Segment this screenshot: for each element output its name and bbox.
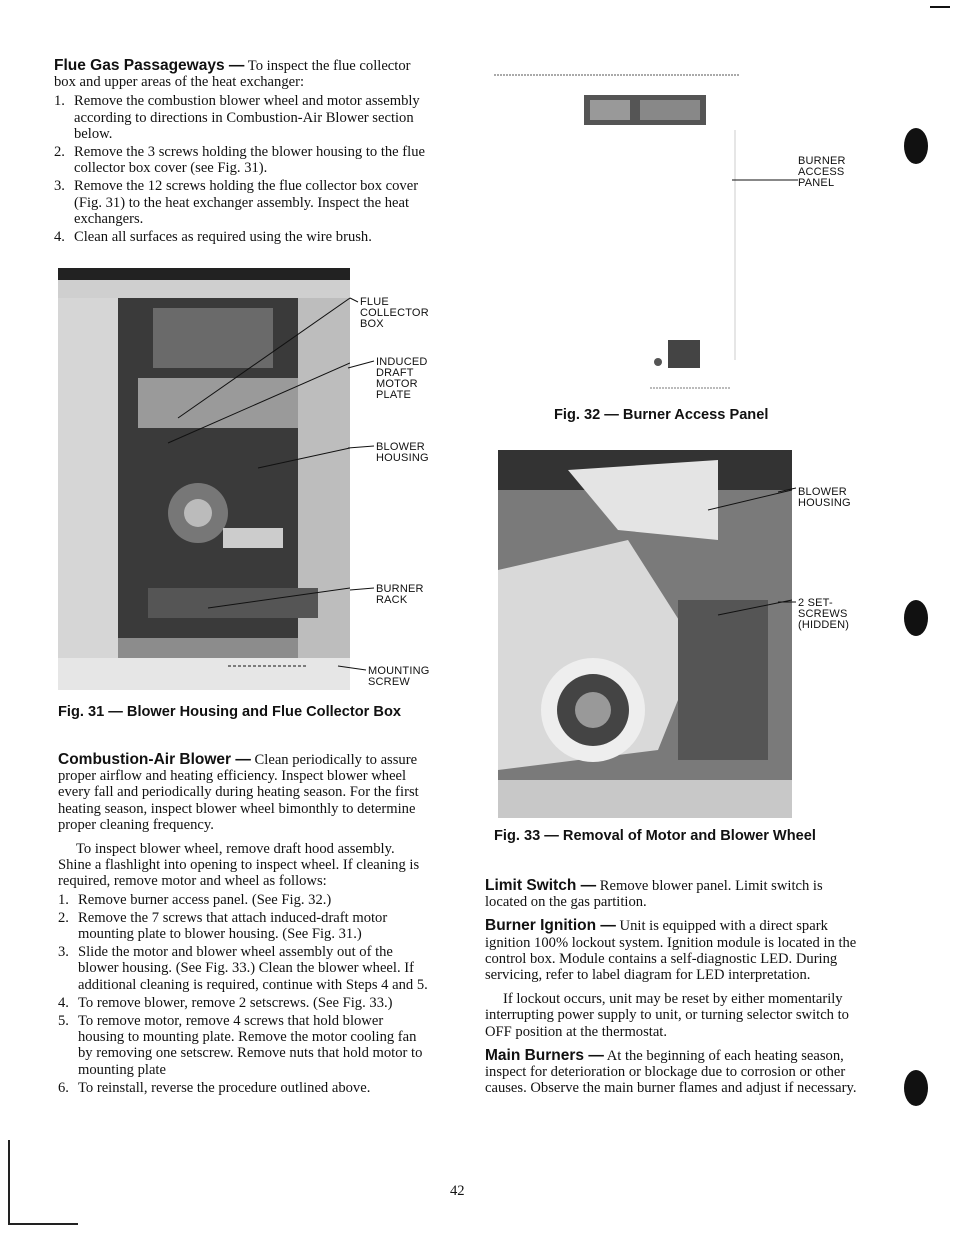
limit-switch-heading: Limit Switch — xyxy=(485,877,597,894)
corner-mark xyxy=(930,6,950,8)
limit-switch-para: Limit Switch — Remove blower panel. Limit switch is located on the gas partition. xyxy=(485,877,823,911)
flue-intro: To inspect the flue collector box and upper areas of the heat exchanger: xyxy=(54,58,411,91)
label-burner-access-panel: BURNER ACCESS PANEL xyxy=(798,155,846,189)
list-item: 2. Remove the 7 screws that attach induced-draft motor mounting plate to blower housing. (See Fig. 31.) xyxy=(58,909,388,943)
list-item: 4. Clean all surfaces as required using the wire brush. xyxy=(54,229,372,246)
fig32-figure xyxy=(490,70,850,400)
label-induced-draft-motor-plate: INDUCED DRAFT MOTOR PLATE xyxy=(376,356,428,401)
flue-heading: Flue Gas Passageways — xyxy=(54,57,245,74)
binding-hole-mark-middle xyxy=(904,600,928,636)
right-text xyxy=(485,878,857,1096)
burner-ignition-para-1: Burner Ignition — Unit is equipped with a direct spark ignition 100% lockout system. Ignition module is located in the control box. Module contains a self-diagnostic LED. During servicing, refer to label diagram for LED interpretation. xyxy=(485,917,857,984)
combustion-para-1: Combustion-Air Blower — Clean periodically to assure proper airflow and heating efficiency. Inspect blower wheel every fall and periodically during heating season. For the first heating season, inspect blower wheel bimonthly to determine proper cleaning frequency. xyxy=(58,751,419,833)
fig31-photo xyxy=(58,268,350,690)
binding-hole-mark-bottom xyxy=(904,1070,928,1106)
flue-steps xyxy=(54,93,428,245)
list-item: 5. To remove motor, remove 4 screws that hold blower housing to mounting plate. Remove the motor cooling fan by removing one setscrew. Remove nuts that hold motor to mounting plate xyxy=(58,1013,423,1078)
list-item: 2. Remove the 3 screws holding the blower housing to the flue collector box cover (see Fig. 31). xyxy=(54,144,425,177)
label-flue-collector-box: FLUE COLLECTOR BOX xyxy=(360,296,429,330)
fig33-photo xyxy=(498,450,792,818)
fig31-caption: Fig. 31 — Blower Housing and Flue Collector Box xyxy=(58,704,401,720)
fig33-figure xyxy=(498,450,858,822)
flue-section xyxy=(54,58,428,247)
fig31-figure xyxy=(58,268,438,698)
main-burners-para: Main Burners — At the beginning of each heating season, inspect for deterioration or blockage due to corrosion or other causes. Observe the main burner flames and adjust if necessary. xyxy=(485,1046,857,1097)
label-burner-rack: BURNER RACK xyxy=(376,583,424,606)
fig32-caption: Fig. 32 — Burner Access Panel xyxy=(554,407,769,423)
fig32-drawing xyxy=(490,70,850,400)
combustion-heading: Combustion-Air Blower — xyxy=(58,751,251,768)
label-setscrews-hidden: 2 SET-SCREWS (HIDDEN) xyxy=(798,597,850,631)
combustion-steps xyxy=(58,892,430,1096)
crop-mark-vertical xyxy=(8,1140,10,1225)
label-mounting-screw: MOUNTING SCREW xyxy=(368,665,430,688)
crop-mark-horizontal xyxy=(8,1223,78,1225)
flue-intro-para xyxy=(54,58,428,90)
label-blower-housing: BLOWER HOUSING xyxy=(376,441,429,464)
burner-ignition-heading: Burner Ignition — xyxy=(485,917,616,935)
list-item: 3. Slide the motor and blower wheel assembly out of the blower housing. (See Fig. 33.) Clean the blower wheel. If additional cleaning is required, continue with Steps 4 and 5. xyxy=(58,944,428,993)
list-item: 6. To reinstall, reverse the procedure outlined above. xyxy=(58,1079,371,1096)
main-burners-heading: Main Burners — xyxy=(485,1046,604,1064)
list-item: 4. To remove blower, remove 2 setscrews. (See Fig. 33.) xyxy=(58,994,393,1011)
burner-ignition-para-2: If lockout occurs, unit may be reset by either momentarily interrupting power supply to unit, or turning selector switch to OFF position at the thermostat. xyxy=(485,991,849,1040)
list-item: 1. Remove burner access panel. (See Fig. 32.) xyxy=(58,891,332,908)
page-number: 42 xyxy=(450,1183,465,1199)
binding-hole-mark-top xyxy=(904,128,928,164)
list-item: 1. Remove the combustion blower wheel and motor assembly according to directions in Combustion-Air Blower section below. xyxy=(54,93,420,142)
list-item: 3. Remove the 12 screws holding the flue collector box cover (Fig. 31) to the heat exchanger assembly. Inspect the heat exchangers. xyxy=(54,178,419,227)
combustion-para-2: To inspect blower wheel, remove draft hood assembly. Shine a flashlight into opening to inspect wheel. If cleaning is required, remove motor and wheel as follows: xyxy=(58,841,420,890)
fig33-caption: Fig. 33 — Removal of Motor and Blower Wheel xyxy=(494,828,816,844)
label-blower-housing-fig33: BLOWER HOUSING xyxy=(798,486,851,509)
combustion-section xyxy=(58,752,430,1098)
